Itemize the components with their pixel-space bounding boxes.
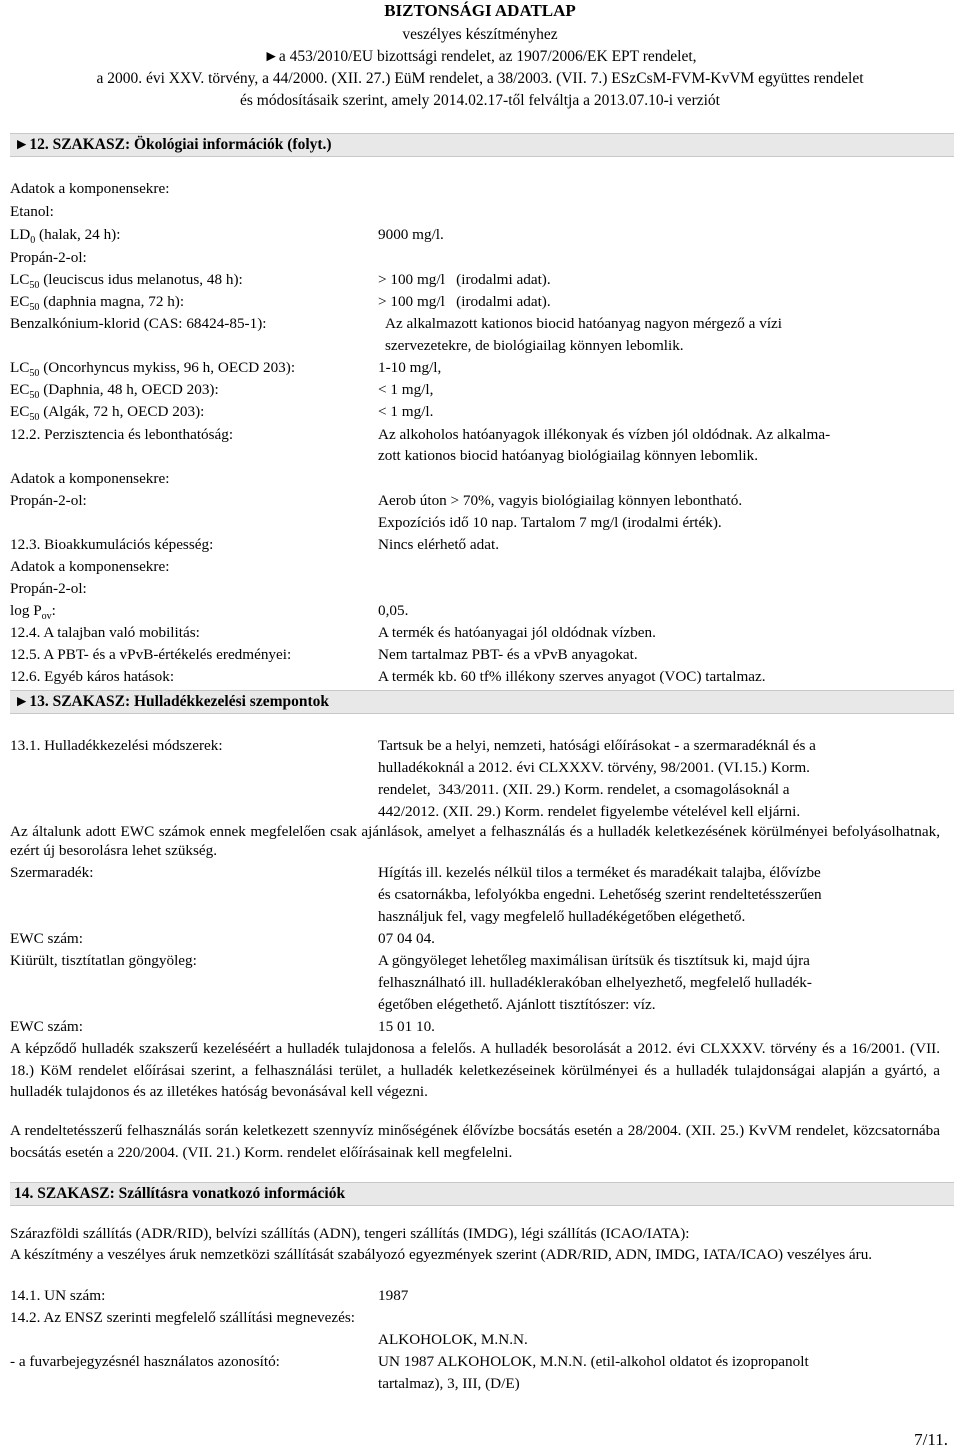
- ewc-code-value-2: 15 01 10.: [378, 1018, 435, 1035]
- waste-methods-line-1: Tartsuk be a helyi, nemzeti, hatósági előírásokat - a szermaradéknál és a: [378, 737, 816, 754]
- page-number: 7/11.: [914, 1430, 948, 1449]
- logpow-label: $\log P_{ov}$:: [10, 602, 56, 623]
- persistence-value-2: zott kationos biocid hatóanyag biológiailag könnyen lebomlik.: [378, 447, 759, 464]
- mobility-label: 12.4. A talajban való mobilitás:: [10, 624, 200, 641]
- regulation-line-3: és módosításaik szerint, amely 2014.02.17-től felváltja a 2013.07.10-i verziót: [240, 92, 720, 109]
- transport-modes: Szárazföldi szállítás (ADR/RID), belvízi szállítás (ADN), tengeri szállítás (IMDG), légi szállítás (ICAO/IATA):: [10, 1225, 690, 1242]
- ec50-value: > 100 mg/l (irodalmi adat).: [378, 293, 551, 310]
- ld0-value: 9000 mg/l.: [378, 226, 444, 243]
- wastewater-paragraph: A rendeltetésszerű felhasználás során keletkezett szennyvíz minőségének élővízbe bocsátás esetén a 28/2004. (XII. 25.) KvVM rendelet, közcsatornába bocsátás esetén a 220/2004. (VII. 21.) Korm. rendelet előírásainak kell megfelelni.: [10, 1122, 940, 1161]
- lc50-oncorhyncus-value: 1-10 mg/l,: [378, 359, 442, 376]
- aerob-value-2: Expozíciós idő 10 nap. Tartalom 7 mg/l (irodalmi érték).: [378, 514, 722, 531]
- persistence-label: 12.2. Perzisztencia és lebonthatóság:: [10, 426, 234, 443]
- ewc-code-label-1: EWC szám:: [10, 930, 83, 947]
- transport-id-line-1: UN 1987 ALKOHOLOK, M.N.N. (etil-alkohol oldatot és izopropanolt: [378, 1353, 809, 1370]
- section-13-header: ►13. SZAKASZ: Hulladékkezelési szempontok: [10, 690, 954, 714]
- aerob-value-1: Aerob úton > 70%, vagyis biológiailag könnyen lebontható.: [378, 492, 743, 509]
- pbt-label: 12.5. A PBT- és a vPvB-értékelés eredményei:: [10, 646, 292, 663]
- ld0-label: $LD_0$ (halak, 24 h):: [10, 226, 121, 247]
- pbt-value: Nem tartalmaz PBT- és a vPvB anyagokat.: [378, 646, 638, 663]
- lc50-value: > 100 mg/l (irodalmi adat).: [378, 271, 551, 288]
- benzalkonium-label: Benzalkónium-klorid (CAS: 68424-85-1):: [10, 315, 267, 332]
- benzalkonium-value-1: Az alkalmazott kationos biocid hatóanyag nagyon mérgező a vízi: [385, 315, 782, 332]
- propanol-label-2: Propán-2-ol:: [10, 492, 87, 509]
- ec50-daphnia-label: $EC_{50}$ (Daphnia, 48 h, OECD 203):: [10, 381, 219, 402]
- section-14-header: 14. SZAKASZ: Szállításra vonatkozó információk: [10, 1182, 954, 1206]
- empty-packaging-line-2: felhasználható ill. hulladéklerakóban elhelyezhető, megfelelő hulladék-: [378, 974, 812, 991]
- logpow-value: 0,05.: [378, 602, 409, 619]
- residue-line-1: Hígítás ill. kezelés nélkül tilos a terméket és maradékait talajba, élővízbe: [378, 864, 821, 881]
- etanol-label: Etanol:: [10, 203, 54, 220]
- transport-id-line-2: tartalmaz), 3, III, (D/E): [378, 1375, 520, 1392]
- waste-methods-line-4: 442/2012. (XII. 29.) Korm. rendelet figyelembe vételével kell eljárni.: [378, 803, 801, 820]
- persistence-value-1: Az alkoholos hatóanyagok illékonyak és vízben jól oldódnak. Az alkalma-: [378, 426, 831, 443]
- components-label-2: Adatok a komponensekre:: [10, 470, 170, 487]
- waste-responsibility-paragraph: A képződő hulladék szakszerű kezeléséért a hulladék tulajdonosa a felelős. A hulladék besorolását a 2012. évi CLXXXV. törvény és a 16/2001. (VII. 18.) KöM rendelet előírásai szerint, a felhasználási terület, a hulladék keletkezéseinek körülményei és a hulladék tulajdonságai alapján a gyártó, a hulladék tulajdonos és az illetékes hatóság bevonásával kell végezni.: [10, 1040, 940, 1100]
- transport-id-label: - a fuvarbejegyzésnél használatos azonosító:: [10, 1353, 280, 1370]
- dangerous-goods-paragraph: A készítmény a veszélyes áruk nemzetközi szállítását szabályozó egyezmények szerint (ADR/RID, ADN, IMDG, IATA/ICAO) veszélyes áru.: [10, 1246, 873, 1263]
- shipping-name-value: ALKOHOLOK, M.N.N.: [378, 1331, 528, 1348]
- empty-packaging-label: Kiürült, tisztítatlan göngyöleg:: [10, 952, 197, 969]
- shipping-name-label: 14.2. Az ENSZ szerinti megfelelő szállítási megnevezés:: [10, 1309, 355, 1326]
- lc50-label: $LC_{50}$ (leuciscus idus melanotus, 48 h):: [10, 271, 243, 292]
- residue-line-3: használjuk fel, vagy megfelelő hulladékégetőben elégethető.: [378, 908, 746, 925]
- propanol-label: Propán-2-ol:: [10, 249, 87, 266]
- document-title: BIZTONSÁGI ADATLAP: [384, 1, 576, 20]
- bioaccumulation-label: 12.3. Bioakkumulációs képesség:: [10, 536, 214, 553]
- bioaccumulation-value: Nincs elérhető adat.: [378, 536, 500, 553]
- residue-line-2: és csatornákba, lefolyókba engedni. Lehetőség szerint rendeltetésszerűen: [378, 886, 822, 903]
- waste-methods-line-3: rendelet, 343/2011. (XII. 29.) Korm. rendelet, a csomagolásoknál a: [378, 781, 790, 798]
- document-subtitle: veszélyes készítményhez: [402, 26, 558, 43]
- ec50-label: $EC_{50}$ (daphnia magna, 72 h):: [10, 293, 185, 314]
- empty-packaging-line-1: A göngyöleget lehetőleg maximálisan ürítsük és tisztítsuk ki, majd újra: [378, 952, 810, 969]
- regulation-line-2: a 2000. évi XXV. törvény, a 44/2000. (XII. 27.) EüM rendelet, a 38/2003. (VII. 7.) ESzCsM-FVM-KvVM együttes rendelet: [96, 70, 864, 87]
- regulation-line-1: ►a 453/2010/EU bizottsági rendelet, az 1907/2006/EK EPT rendelet,: [263, 48, 697, 65]
- components-label: Adatok a komponensekre:: [10, 180, 170, 197]
- lc50-oncorhyncus-label: $LC_{50}$ (Oncorhyncus mykiss, 96 h, OECD 203):: [10, 359, 296, 380]
- other-effects-value: A termék kb. 60 tf% illékony szerves anyagot (VOC) tartalmaz.: [378, 668, 766, 685]
- other-effects-label: 12.6. Egyéb káros hatások:: [10, 668, 175, 685]
- ec50-algae-label: $EC_{50}$ (Algák, 72 h, OECD 203):: [10, 403, 205, 424]
- ewc-code-label-2: EWC szám:: [10, 1018, 83, 1035]
- section-12-header: ►12. SZAKASZ: Ökológiai információk (folyt.): [10, 133, 954, 157]
- ec50-daphnia-value: < 1 mg/l,: [378, 381, 434, 398]
- benzalkonium-value-2: szervezetekre, de biológiailag könnyen lebomlik.: [385, 337, 684, 354]
- residue-label: Szermaradék:: [10, 864, 94, 881]
- empty-packaging-line-3: égetőben elégethető. Ajánlott tisztítószer: víz.: [378, 996, 656, 1013]
- mobility-value: A termék és hatóanyagai jól oldódnak vízben.: [378, 624, 656, 641]
- ewc-code-value-1: 07 04 04.: [378, 930, 435, 947]
- components-label-3: Adatok a komponensekre:: [10, 558, 170, 575]
- propanol-label-3: Propán-2-ol:: [10, 580, 87, 597]
- waste-methods-label: 13.1. Hulladékkezelési módszerek:: [10, 737, 223, 754]
- un-number-label: 14.1. UN szám:: [10, 1287, 106, 1304]
- ewc-note: Az általunk adott EWC számok ennek megfelelően csak ajánlások, amelyet a felhasználás és a hulladék keletkezésének körülményei befolyásolhatnak, ezért új besorolásra lehet szükség.: [10, 823, 940, 859]
- ec50-algae-value: < 1 mg/l.: [378, 403, 434, 420]
- un-number-value: 1987: [378, 1287, 409, 1304]
- waste-methods-line-2: hulladékoknál a 2012. évi CLXXXV. törvény, 98/2001. (VI.15.) Korm.: [378, 759, 810, 776]
